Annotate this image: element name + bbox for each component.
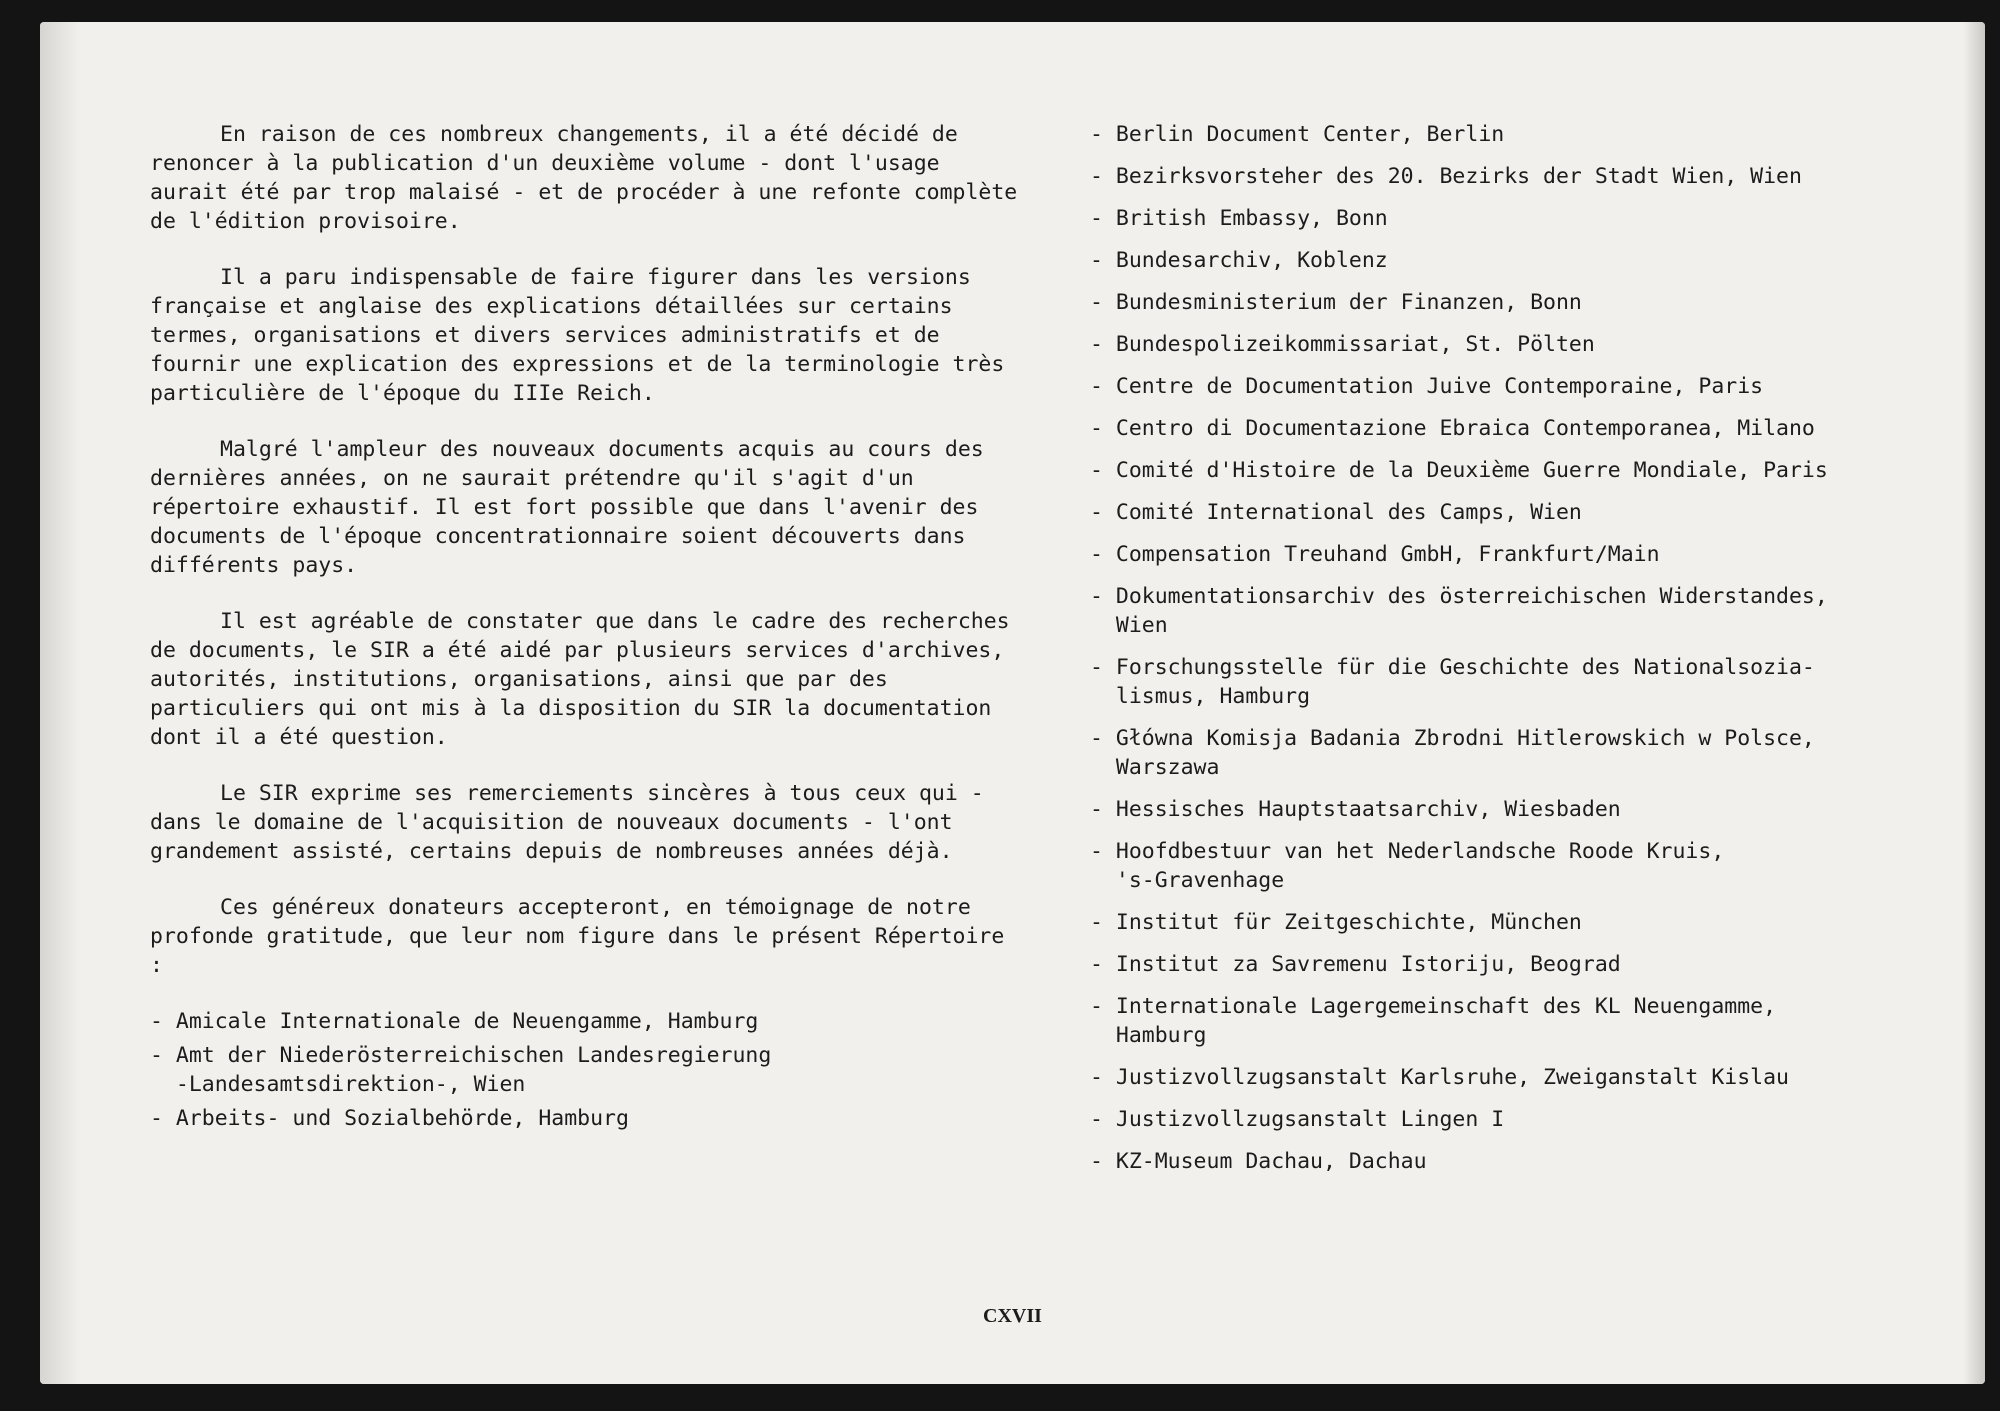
list-item: - Justizvollzugsanstalt Lingen I xyxy=(1090,1107,1505,1132)
paragraph-research-help: Il est agréable de constater que dans le cadre des recherches de documents, le SIR a été aidé par plusieurs services d'archives, autorités, institutions, organisations, ainsi que par des particuliers qui ont mis à la disposition du SIR la documentation dont il a été question. xyxy=(150,609,1010,750)
list-item: - Justizvollzugsanstalt Karlsruhe, Zweiganstalt Kislau xyxy=(1090,1065,1789,1090)
list-item: - Arbeits- und Sozialbehörde, Hamburg xyxy=(150,1106,629,1131)
list-item: - Comité d'Histoire de la Deuxième Guerre Mondiale, Paris xyxy=(1090,458,1828,483)
list-item: - KZ-Museum Dachau, Dachau xyxy=(1090,1149,1427,1174)
paragraph-donors: Ces généreux donateurs accepteront, en témoignage de notre profonde gratitude, que leur nom figure dans le présent Répertoire : xyxy=(150,895,1005,978)
list-item: - Centre de Documentation Juive Contemporaine, Paris xyxy=(1090,374,1764,399)
list-item: - Institut za Savremenu Istoriju, Beograd xyxy=(1090,952,1621,977)
list-item: - Institut für Zeitgeschichte, München xyxy=(1090,910,1582,935)
list-item: - Bundespolizeikommissariat, St. Pölten xyxy=(1090,332,1595,357)
right-column xyxy=(1090,120,1960,1189)
list-item: - Hoofdbestuur van het Nederlandsche Roode Kruis, 's-Gravenhage xyxy=(1090,839,1725,893)
paragraph-exhaustive: Malgré l'ampleur des nouveaux documents acquis au cours des dernières années, on ne saurait prétendre qu'il s'agit d'un répertoire exhaustif. Il est fort possible que dans l'avenir des documents de l'époque concentrationnaire soient découverts dans différents pays. xyxy=(150,437,984,578)
list-item: - Dokumentationsarchiv des österreichischen Widerstandes, Wien xyxy=(1090,584,1828,638)
paragraph-thanks: Le SIR exprime ses remerciements sincères à tous ceux qui - dans le domaine de l'acquisition de nouveaux documents - l'ont grandement assisté, certains depuis de nombreuses années déjà. xyxy=(150,781,984,864)
left-column xyxy=(150,120,1030,1138)
list-item: - Główna Komisja Badania Zbrodni Hitlerowskich w Polsce, Warszawa xyxy=(1090,726,1815,780)
paragraph-explanations: Il a paru indispensable de faire figurer dans les versions française et anglaise des explications détaillées sur certains termes, organisations et divers services administratifs et de fournir une explication des expressions et de la terminologie très particulière de l'époque du IIIe Reich. xyxy=(150,265,1005,406)
list-item: - Compensation Treuhand GmbH, Frankfurt/Main xyxy=(1090,542,1660,567)
list-item: - Internationale Lagergemeinschaft des KL Neuengamme, Hamburg xyxy=(1090,994,1777,1048)
list-item: - Berlin Document Center, Berlin xyxy=(1090,122,1505,147)
list-item: - Bundesarchiv, Koblenz xyxy=(1090,248,1388,273)
page-number: CXVII xyxy=(983,1305,1042,1327)
list-item: - Forschungsstelle für die Geschichte des Nationalsozia- lismus, Hamburg xyxy=(1090,655,1815,709)
list-item: - Amicale Internationale de Neuengamme, Hamburg xyxy=(150,1009,759,1034)
list-item: - Comité International des Camps, Wien xyxy=(1090,500,1582,525)
list-item: - Amt der Niederösterreichischen Landesregierung -Landesamtsdirektion-, Wien xyxy=(150,1043,772,1097)
list-item: - British Embassy, Bonn xyxy=(1090,206,1388,231)
list-item: - Hessisches Hauptstaatsarchiv, Wiesbaden xyxy=(1090,797,1621,822)
donor-list-left xyxy=(150,1007,1030,1133)
list-item: - Centro di Documentazione Ebraica Contemporanea, Milano xyxy=(1090,416,1815,441)
document-page xyxy=(40,22,1985,1384)
list-item: - Bundesministerium der Finanzen, Bonn xyxy=(1090,290,1582,315)
paragraph-publication: En raison de ces nombreux changements, il a été décidé de renoncer à la publication d'un deuxième volume - dont l'usage aurait été par trop malaisé - et de procéder à une refonte complète de l'édition provisoire. xyxy=(150,122,1018,234)
list-item: - Bezirksvorsteher des 20. Bezirks der Stadt Wien, Wien xyxy=(1090,164,1802,189)
